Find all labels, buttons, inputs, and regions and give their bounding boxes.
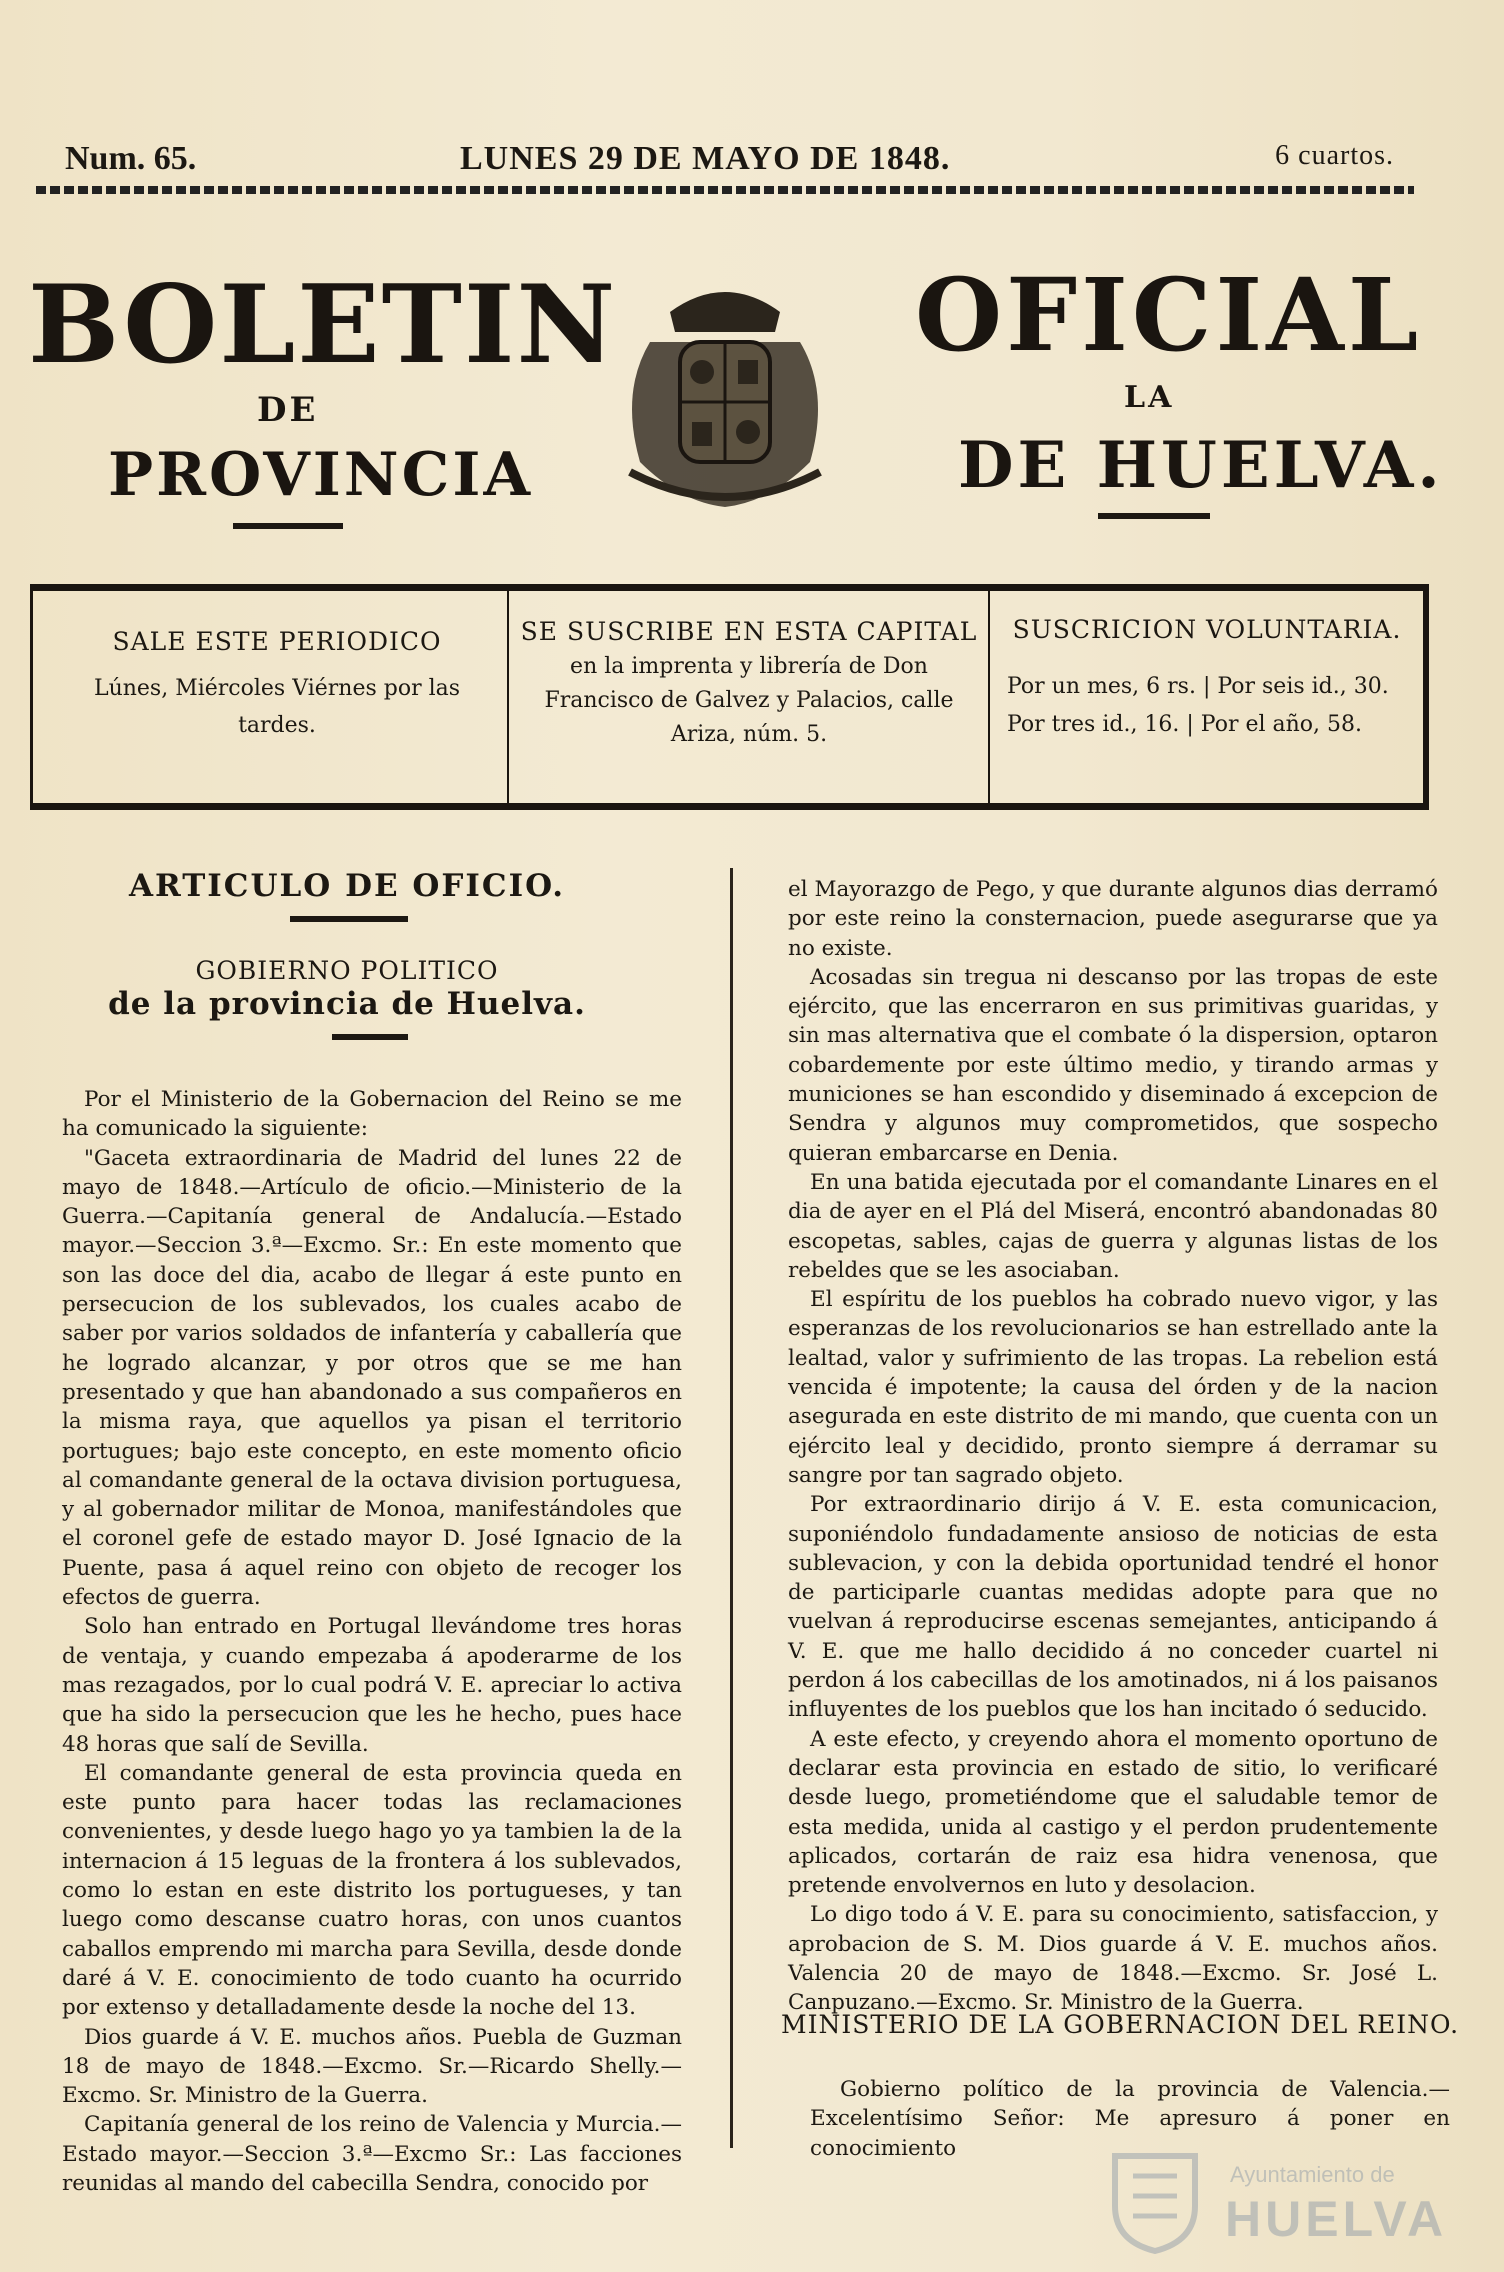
subheading-provincia: de la provincia de Huelva. (108, 986, 586, 1022)
price-line-1: Por un mes, 6 rs. | Por seis id., 30. (1007, 674, 1389, 699)
masthead-de: DE (257, 390, 319, 430)
section-heading: ARTICULO DE OFICIO. (128, 868, 566, 904)
watermark-big: HUELVA (1225, 2191, 1448, 2247)
article-paragraph: El espíritu de los pueblos ha cobrado nuevo vigor, y las esperanzas de los revolucionarios se han estrellado ante la lealtad, valor y sufrimiento de las tropas. La rebelion está vencida é impotente; la causa del órden y de la nacion asegurada en este distrito de mi mando, que cuenta con un ejército leal y decidido, pronto siempre á derramar su sangre por tan sagrado objeto. (788, 1287, 1438, 1488)
issue-date: LUNES 29 DE MAYO DE 1848. (460, 140, 951, 177)
article-paragraph: A este efecto, y creyendo ahora el momento oportuno de declarar esta provincia en estado de sitio, lo verificaré desde luego, prometiéndome que el saludable temor de esta medida, unida al castigo y el perdon prudentemente aplicados, cortarán de raiz esa hidra venenosa, que pretende envolvernos en luto y desolacion. (788, 1726, 1438, 1899)
article-paragraph: Solo han entrado en Portugal llevándome tres horas de ventaja, y cuando empezaba á apoderarme de los mas rezagados, por lo cual podrá V. E. apreciar lo activa que ha sido la persecucion que les he hecho, pues hace 48 horas que salí de Sevilla. (62, 1614, 682, 1757)
subheading-rule (332, 1034, 408, 1040)
article-paragraph: Lo digo todo á V. E. para su conocimiento, satisfaccion, y aprobacion de S. M. Dios guarde á V. E. muchos años. Valencia 20 de mayo de 1848.—Excmo. Sr. José L. Canpuzano.—Excmo. Sr. Ministro de la Guerra. (788, 1902, 1438, 2016)
publication-days: Lúnes, Miércoles Viérnes por las tardes. (93, 676, 461, 738)
masthead-underline-left (233, 523, 343, 529)
article-paragraph: "Gaceta extraordinaria de Madrid del lunes 22 de mayo de 1848.—Artículo de oficio.—Ministerio de la Guerra.—Capitanía general de Andalucía.—Estado mayor.—Seccion 3.ª—Excmo. Sr.: En este momento que son las doce del dia, acabo de llegar á este punto en persecucion de los sublevados, los cuales acabo de saber por varios soldados de infantería y caballería que he logrado alcanzar, y por otros que se me han presentado y que han abandonado a sus compañeros en la misma raya, que aquellos ya pisan el territorio portugues; bajo este concepto, en este momento oficio al comandante general de la octava division portuguesa, y al gobernador militar de Monoa, manifestándoles que el coronel gefe de estado mayor D. José Ignacio de la Puente, pasa á aquel reino con objeto de recoger los efectos de guerra. (62, 1145, 682, 1611)
subheading-gobierno: GOBIERNO POLITICO (195, 956, 499, 985)
watermark-small: Ayuntamiento de (1230, 2162, 1395, 2187)
article-paragraph: Acosadas sin tregua ni descanso por las tropas de este ejército, que las encerraron en sus primitivas guaridas, y sin mas alternativa que el combate ó la dispersion, optaron cobardemente por este último medio, y tirando armas y municiones se han escondido y diseminado á excepcion de Sendra y algunos muy comprometidos, que sospecho quieran embarcarse en Denia. (788, 964, 1438, 1166)
article-paragraph: En una batida ejecutada por el comandante Linares en el dia de ayer en el Plá del Miserá, encontró abandonadas 80 escopetas, sables, cajas de guerra y algunas listas de los rebeldes que se les asociaban. (788, 1169, 1438, 1283)
masthead-boletin: BOLETIN (28, 262, 618, 388)
prices-list (1007, 668, 1407, 744)
left-column (62, 1085, 682, 2198)
price-line-2: Por tres id., 16. | Por el año, 58. (1007, 712, 1363, 737)
coat-of-arms-icon (610, 272, 840, 512)
subscription-heading: SE SUSCRIBE EN ESTA CAPITAL (520, 617, 978, 646)
masthead-la: LA (1124, 380, 1175, 415)
article-paragraph: Capitanía general de los reino de Valencia y Murcia.—Estado mayor.—Seccion 3.ª—Excmo Sr.: Las facciones reunidas al mando del cabecilla Sendra, conocido por (62, 2112, 682, 2196)
publication-heading: SALE ESTE PERIODICO (112, 627, 442, 656)
right-column (788, 875, 1438, 2018)
subscription-prices-cell (991, 591, 1423, 803)
article-paragraph: El comandante general de esta provincia queda en este punto para hacer todas las reclamaciones convenientes, y desde luego hago yo ya tambien la de la internacion á 15 leguas de la frontera á los sublevados, como lo estan en este distrito los portugueses, y tan luego como descanse cuatro horas, con unos cuantos caballos emprendo mi marcha para Sevilla, desde donde daré á V. E. conocimiento de todo cuanto ha ocurrido por extenso y detalladamente desde la noche del 13. (62, 1760, 682, 2021)
column-divider (730, 868, 733, 2148)
article-paragraph: Por extraordinario dirijo á V. E. esta comunicacion, suponiéndolo fundadamente ansioso de noticias de esta sublevacion, y con la debida oportunidad tendré el honor de participarle cuantas medidas adopte para que no vuelvan á reproducirse escenas semejantes, anticipando á V. E. que me hallo decidido á no conceder cuartel ni perdon á los cabecillas de los amotinados, ni á los paisanos influyentes de los pueblos que los han incitado ó seducido. (788, 1492, 1438, 1723)
subscription-place-cell (510, 591, 990, 803)
subscription-box (30, 584, 1429, 810)
masthead-de-huelva: DE HUELVA. (958, 428, 1444, 503)
article-paragraph: Por el Ministerio de la Gobernacion del Reino se me ha comunicado la siguiente: (62, 1087, 682, 1142)
shield-icon (1105, 2146, 1205, 2254)
decorative-rule (36, 186, 1414, 194)
issue-number: Num. 65. (65, 140, 197, 177)
heading-rule (290, 916, 408, 922)
prices-heading: SUSCRICION VOLUNTARIA. (1012, 615, 1402, 644)
masthead-underline-right (1098, 513, 1210, 519)
article-paragraph: Gobierno político de la provincia de Valencia.—Excelentísimo Señor: Me apresuro á poner en conocimiento (810, 2077, 1450, 2161)
watermark (1095, 2140, 1448, 2260)
subscription-address: en la imprenta y librería de Don Francisco de Galvez y Palacios, calle Ariza, núm. 5. (544, 654, 954, 747)
masthead-provincia: PROVINCIA (108, 440, 534, 510)
article-paragraph: el Mayorazgo de Pego, y que durante algunos dias derramó por este reino la consternacion, puede asegurarse que ya no existe. (788, 877, 1438, 961)
masthead-oficial: OFICIAL (915, 256, 1423, 374)
article-paragraph: Dios guarde á V. E. muchos años. Puebla de Guzman 18 de mayo de 1848.—Excmo. Sr.—Ricardo Shelly.—Excmo. Sr. Ministro de la Guerra. (62, 2024, 682, 2109)
issue-price: 6 cuartos. (1275, 140, 1394, 171)
ministry-heading: MINISTERIO DE LA GOBERNACION DEL REINO. (780, 2010, 1460, 2039)
publication-days-cell (47, 591, 509, 803)
issue-line (60, 140, 1404, 180)
